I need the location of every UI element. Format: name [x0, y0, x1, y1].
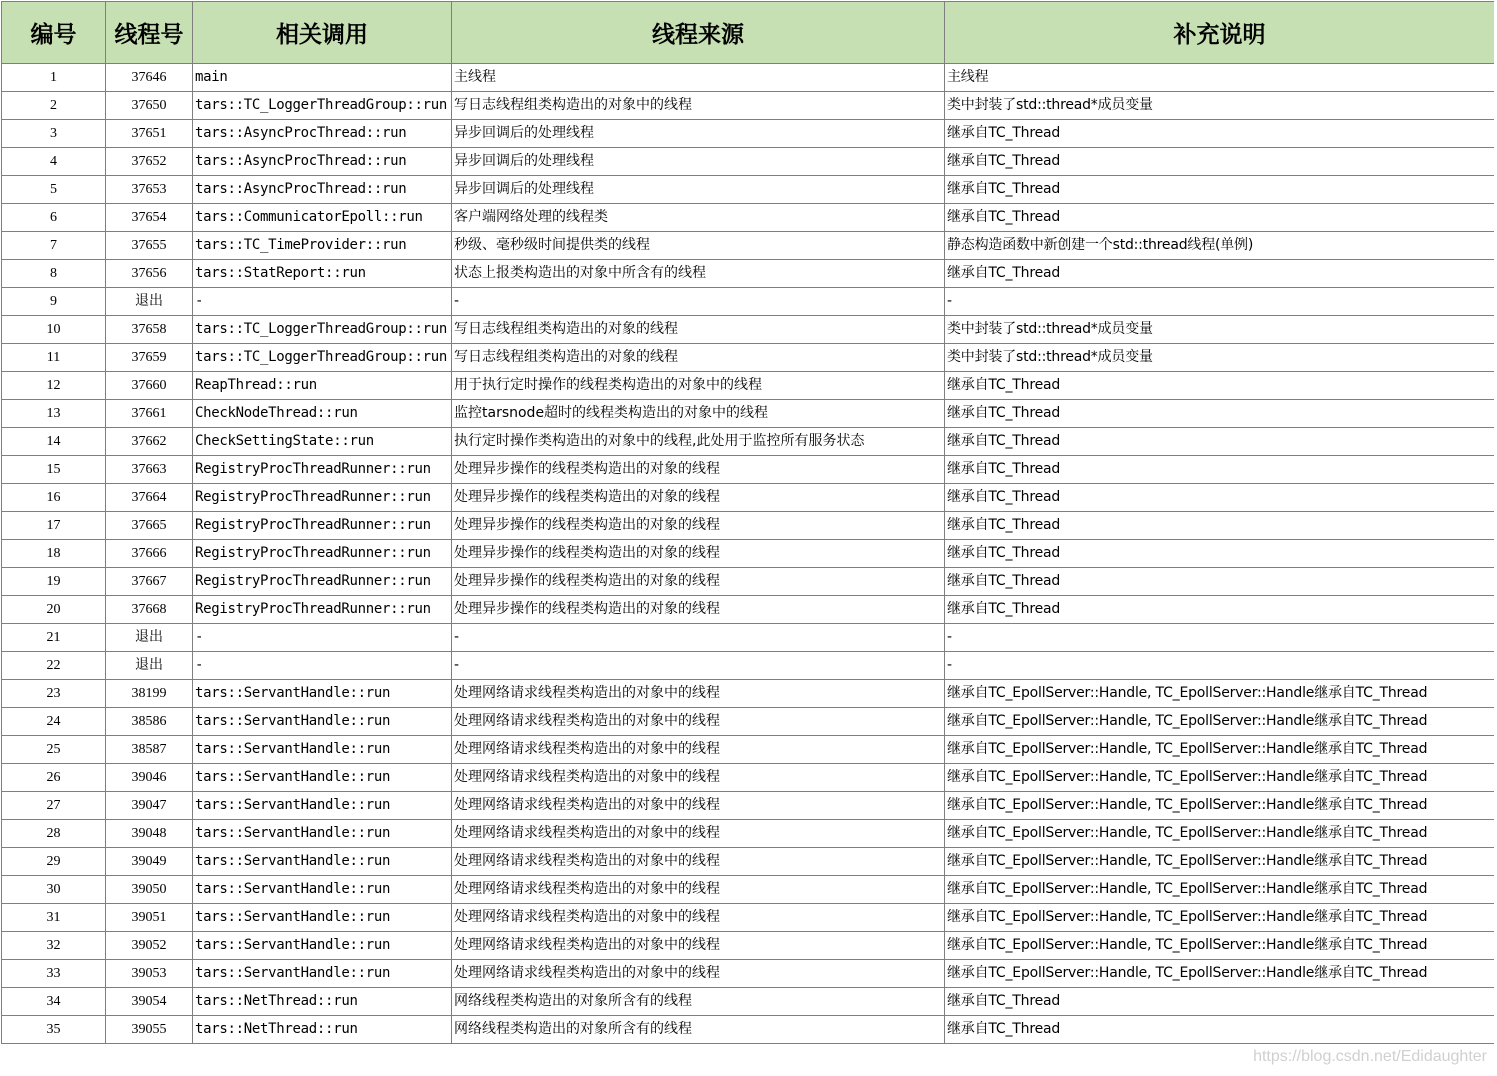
cell-thread-id[interactable]: 37658	[106, 316, 193, 344]
table-row	[2, 792, 1495, 820]
cell-source[interactable]: 处理网络请求线程类构造出的对象中的线程	[452, 820, 945, 848]
cell-note[interactable]: 继承自TC_EpollServer::Handle, TC_EpollServer::Handle继承自TC_Thread	[945, 876, 1495, 904]
cell-note[interactable]: 类中封装了std::thread*成员变量	[945, 316, 1495, 344]
cell-call[interactable]: tars::ServantHandle::run	[193, 736, 452, 764]
cell-number[interactable]: 9	[2, 288, 106, 316]
cell-thread-id[interactable]: 退出	[106, 288, 193, 316]
cell-call[interactable]: tars::AsyncProcThread::run	[193, 176, 452, 204]
cell-note[interactable]: 继承自TC_EpollServer::Handle, TC_EpollServer::Handle继承自TC_Thread	[945, 932, 1495, 960]
cell-call[interactable]: tars::ServantHandle::run	[193, 708, 452, 736]
cell-number[interactable]: 8	[2, 260, 106, 288]
cell-number[interactable]: 33	[2, 960, 106, 988]
cell-source[interactable]: 处理网络请求线程类构造出的对象中的线程	[452, 932, 945, 960]
cell-note[interactable]: 继承自TC_Thread	[945, 148, 1495, 176]
cell-number[interactable]: 26	[2, 764, 106, 792]
cell-number[interactable]: 19	[2, 568, 106, 596]
cell-number[interactable]: 29	[2, 848, 106, 876]
cell-call[interactable]: tars::AsyncProcThread::run	[193, 148, 452, 176]
cell-call[interactable]: tars::TC_LoggerThreadGroup::run	[193, 92, 452, 120]
cell-number[interactable]: 28	[2, 820, 106, 848]
table-row	[2, 120, 1495, 148]
cell-source[interactable]: 处理网络请求线程类构造出的对象中的线程	[452, 736, 945, 764]
cell-number[interactable]: 10	[2, 316, 106, 344]
cell-note[interactable]: 主线程	[945, 64, 1495, 92]
cell-number[interactable]: 5	[2, 176, 106, 204]
cell-call[interactable]: tars::ServantHandle::run	[193, 680, 452, 708]
cell-source[interactable]: 秒级、毫秒级时间提供类的线程	[452, 232, 945, 260]
table-row	[2, 92, 1495, 120]
cell-source[interactable]: 异步回调后的处理线程	[452, 176, 945, 204]
table-row	[2, 176, 1495, 204]
header-row	[2, 2, 1495, 64]
cell-number[interactable]: 30	[2, 876, 106, 904]
cell-call[interactable]: CheckNodeThread::run	[193, 400, 452, 428]
cell-note[interactable]: 静态构造函数中新创建一个std::thread线程(单例)	[945, 232, 1495, 260]
cell-number[interactable]: 6	[2, 204, 106, 232]
cell-call[interactable]: RegistryProcThreadRunner::run	[193, 596, 452, 624]
cell-source[interactable]: 处理异步操作的线程类构造出的对象的线程	[452, 484, 945, 512]
cell-number[interactable]: 35	[2, 1016, 106, 1044]
cell-source[interactable]: 网络线程类构造出的对象所含有的线程	[452, 988, 945, 1016]
table-row	[2, 1016, 1495, 1044]
cell-call[interactable]: RegistryProcThreadRunner::run	[193, 456, 452, 484]
cell-thread-id[interactable]: 39046	[106, 764, 193, 792]
cell-note[interactable]: -	[945, 624, 1495, 652]
table-row	[2, 932, 1495, 960]
cell-thread-id[interactable]: 37662	[106, 428, 193, 456]
cell-number[interactable]: 25	[2, 736, 106, 764]
cell-call[interactable]: -	[193, 288, 452, 316]
table-row	[2, 876, 1495, 904]
cell-source[interactable]: 写日志线程组类构造出的对象的线程	[452, 344, 945, 372]
cell-thread-id[interactable]: 39053	[106, 960, 193, 988]
cell-note[interactable]: 继承自TC_Thread	[945, 372, 1495, 400]
watermark: https://blog.csdn.net/Edidaughter	[1253, 1048, 1487, 1065]
cell-thread-id[interactable]: 37650	[106, 92, 193, 120]
table-row	[2, 960, 1495, 988]
cell-source[interactable]: 写日志线程组类构造出的对象中的线程	[452, 92, 945, 120]
cell-source[interactable]: -	[452, 652, 945, 680]
cell-thread-id[interactable]: 37651	[106, 120, 193, 148]
cell-call[interactable]: -	[193, 652, 452, 680]
cell-thread-id[interactable]: 退出	[106, 624, 193, 652]
cell-thread-id[interactable]: 38586	[106, 708, 193, 736]
cell-note[interactable]: 继承自TC_Thread	[945, 512, 1495, 540]
cell-thread-id[interactable]: 37655	[106, 232, 193, 260]
cell-thread-id[interactable]: 39050	[106, 876, 193, 904]
cell-thread-id[interactable]: 39049	[106, 848, 193, 876]
cell-source[interactable]: 处理网络请求线程类构造出的对象中的线程	[452, 960, 945, 988]
table-row	[2, 848, 1495, 876]
cell-note[interactable]: 继承自TC_Thread	[945, 428, 1495, 456]
cell-number[interactable]: 14	[2, 428, 106, 456]
cell-number[interactable]: 12	[2, 372, 106, 400]
cell-source[interactable]: 处理网络请求线程类构造出的对象中的线程	[452, 708, 945, 736]
cell-number[interactable]: 13	[2, 400, 106, 428]
table-row	[2, 596, 1495, 624]
cell-number[interactable]: 3	[2, 120, 106, 148]
cell-source[interactable]: 客户端网络处理的线程类	[452, 204, 945, 232]
table-row	[2, 344, 1495, 372]
table-row	[2, 736, 1495, 764]
cell-call[interactable]: tars::TC_LoggerThreadGroup::run	[193, 316, 452, 344]
table-row	[2, 64, 1495, 92]
cell-number[interactable]: 32	[2, 932, 106, 960]
cell-number[interactable]: 27	[2, 792, 106, 820]
header-cell-number[interactable]: 编号	[2, 2, 106, 64]
table-row	[2, 624, 1495, 652]
cell-source[interactable]: 处理异步操作的线程类构造出的对象的线程	[452, 456, 945, 484]
cell-number[interactable]: 4	[2, 148, 106, 176]
cell-note[interactable]: 继承自TC_Thread	[945, 204, 1495, 232]
table-row	[2, 204, 1495, 232]
cell-note[interactable]: 继承自TC_Thread	[945, 260, 1495, 288]
cell-thread-id[interactable]: 37667	[106, 568, 193, 596]
cell-source[interactable]: 处理网络请求线程类构造出的对象中的线程	[452, 904, 945, 932]
cell-note[interactable]: 继承自TC_EpollServer::Handle, TC_EpollServer::Handle继承自TC_Thread	[945, 820, 1495, 848]
cell-note[interactable]: 继承自TC_Thread	[945, 120, 1495, 148]
cell-call[interactable]: RegistryProcThreadRunner::run	[193, 540, 452, 568]
cell-thread-id[interactable]: 39052	[106, 932, 193, 960]
cell-source[interactable]: 用于执行定时操作的线程类构造出的对象中的线程	[452, 372, 945, 400]
cell-call[interactable]: tars::ServantHandle::run	[193, 960, 452, 988]
cell-note[interactable]: 继承自TC_Thread	[945, 176, 1495, 204]
cell-note[interactable]: 继承自TC_EpollServer::Handle, TC_EpollServer::Handle继承自TC_Thread	[945, 736, 1495, 764]
cell-number[interactable]: 17	[2, 512, 106, 540]
cell-source[interactable]: 处理异步操作的线程类构造出的对象的线程	[452, 540, 945, 568]
cell-number[interactable]: 18	[2, 540, 106, 568]
table-row	[2, 484, 1495, 512]
table-row	[2, 372, 1495, 400]
cell-number[interactable]: 24	[2, 708, 106, 736]
cell-source[interactable]: 异步回调后的处理线程	[452, 120, 945, 148]
cell-source[interactable]: 处理网络请求线程类构造出的对象中的线程	[452, 680, 945, 708]
cell-call[interactable]: tars::ServantHandle::run	[193, 876, 452, 904]
cell-number[interactable]: 22	[2, 652, 106, 680]
cell-note[interactable]: 继承自TC_Thread	[945, 596, 1495, 624]
cell-source[interactable]: 写日志线程组类构造出的对象的线程	[452, 316, 945, 344]
cell-call[interactable]: tars::TC_TimeProvider::run	[193, 232, 452, 260]
cell-note[interactable]: 继承自TC_EpollServer::Handle, TC_EpollServer::Handle继承自TC_Thread	[945, 680, 1495, 708]
table-row	[2, 568, 1495, 596]
cell-thread-id[interactable]: 37656	[106, 260, 193, 288]
cell-call[interactable]: tars::ServantHandle::run	[193, 932, 452, 960]
cell-note[interactable]: 继承自TC_Thread	[945, 484, 1495, 512]
cell-thread-id[interactable]: 39054	[106, 988, 193, 1016]
table-row	[2, 260, 1495, 288]
cell-number[interactable]: 7	[2, 232, 106, 260]
cell-note[interactable]: 继承自TC_Thread	[945, 540, 1495, 568]
cell-note[interactable]: -	[945, 288, 1495, 316]
table-row	[2, 428, 1495, 456]
cell-source[interactable]: 处理网络请求线程类构造出的对象中的线程	[452, 792, 945, 820]
cell-thread-id[interactable]: 37665	[106, 512, 193, 540]
cell-note[interactable]: 继承自TC_Thread	[945, 568, 1495, 596]
cell-note[interactable]: 继承自TC_EpollServer::Handle, TC_EpollServer::Handle继承自TC_Thread	[945, 708, 1495, 736]
table-row	[2, 456, 1495, 484]
thread-table	[1, 1, 1495, 1044]
cell-number[interactable]: 1	[2, 64, 106, 92]
cell-note[interactable]: 继承自TC_Thread	[945, 400, 1495, 428]
header-cell-note[interactable]: 补充说明	[945, 2, 1495, 64]
cell-note[interactable]: 继承自TC_EpollServer::Handle, TC_EpollServer::Handle继承自TC_Thread	[945, 792, 1495, 820]
cell-source[interactable]: 处理网络请求线程类构造出的对象中的线程	[452, 764, 945, 792]
table-row	[2, 652, 1495, 680]
cell-source[interactable]: 主线程	[452, 64, 945, 92]
cell-call[interactable]: -	[193, 624, 452, 652]
table-row	[2, 316, 1495, 344]
cell-thread-id[interactable]: 39048	[106, 820, 193, 848]
cell-call[interactable]: tars::ServantHandle::run	[193, 848, 452, 876]
table-row	[2, 288, 1495, 316]
header-cell-thread-id[interactable]: 线程号	[106, 2, 193, 64]
cell-thread-id[interactable]: 37664	[106, 484, 193, 512]
cell-source[interactable]: 处理网络请求线程类构造出的对象中的线程	[452, 848, 945, 876]
cell-thread-id[interactable]: 37668	[106, 596, 193, 624]
cell-thread-id[interactable]: 39055	[106, 1016, 193, 1044]
table-row	[2, 148, 1495, 176]
cell-number[interactable]: 23	[2, 680, 106, 708]
cell-call[interactable]: tars::CommunicatorEpoll::run	[193, 204, 452, 232]
cell-thread-id[interactable]: 37653	[106, 176, 193, 204]
cell-number[interactable]: 16	[2, 484, 106, 512]
cell-source[interactable]: -	[452, 624, 945, 652]
cell-call[interactable]: main	[193, 64, 452, 92]
cell-note[interactable]: 继承自TC_EpollServer::Handle, TC_EpollServer::Handle继承自TC_Thread	[945, 764, 1495, 792]
cell-thread-id[interactable]: 37661	[106, 400, 193, 428]
table-row	[2, 988, 1495, 1016]
cell-number[interactable]: 31	[2, 904, 106, 932]
table-body	[2, 64, 1495, 1044]
table-row	[2, 232, 1495, 260]
cell-thread-id[interactable]: 37666	[106, 540, 193, 568]
cell-note[interactable]: 继承自TC_EpollServer::Handle, TC_EpollServer::Handle继承自TC_Thread	[945, 848, 1495, 876]
table-row	[2, 708, 1495, 736]
cell-source[interactable]: 异步回调后的处理线程	[452, 148, 945, 176]
cell-number[interactable]: 20	[2, 596, 106, 624]
cell-call[interactable]: RegistryProcThreadRunner::run	[193, 512, 452, 540]
cell-thread-id[interactable]: 退出	[106, 652, 193, 680]
cell-call[interactable]: tars::StatReport::run	[193, 260, 452, 288]
cell-call[interactable]: tars::ServantHandle::run	[193, 904, 452, 932]
cell-call[interactable]: RegistryProcThreadRunner::run	[193, 568, 452, 596]
cell-source[interactable]: 处理网络请求线程类构造出的对象中的线程	[452, 876, 945, 904]
cell-thread-id[interactable]: 37646	[106, 64, 193, 92]
cell-source[interactable]: 处理异步操作的线程类构造出的对象的线程	[452, 568, 945, 596]
table-row	[2, 512, 1495, 540]
cell-source[interactable]: 处理异步操作的线程类构造出的对象的线程	[452, 512, 945, 540]
cell-thread-id[interactable]: 37659	[106, 344, 193, 372]
cell-thread-id[interactable]: 38199	[106, 680, 193, 708]
cell-number[interactable]: 21	[2, 624, 106, 652]
cell-note[interactable]: 继承自TC_Thread	[945, 1016, 1495, 1044]
cell-call[interactable]: tars::ServantHandle::run	[193, 792, 452, 820]
cell-thread-id[interactable]: 37663	[106, 456, 193, 484]
cell-source[interactable]: 网络线程类构造出的对象所含有的线程	[452, 1016, 945, 1044]
cell-note[interactable]: 继承自TC_EpollServer::Handle, TC_EpollServer::Handle继承自TC_Thread	[945, 960, 1495, 988]
cell-thread-id[interactable]: 39047	[106, 792, 193, 820]
cell-call[interactable]: tars::NetThread::run	[193, 1016, 452, 1044]
cell-call[interactable]: tars::AsyncProcThread::run	[193, 120, 452, 148]
cell-source[interactable]: 状态上报类构造出的对象中所含有的线程	[452, 260, 945, 288]
cell-note[interactable]: -	[945, 652, 1495, 680]
cell-number[interactable]: 34	[2, 988, 106, 1016]
table-row	[2, 904, 1495, 932]
cell-number[interactable]: 11	[2, 344, 106, 372]
cell-call[interactable]: tars::ServantHandle::run	[193, 764, 452, 792]
header-cell-call[interactable]: 相关调用	[193, 2, 452, 64]
cell-note[interactable]: 类中封装了std::thread*成员变量	[945, 92, 1495, 120]
cell-note[interactable]: 继承自TC_EpollServer::Handle, TC_EpollServer::Handle继承自TC_Thread	[945, 904, 1495, 932]
cell-number[interactable]: 15	[2, 456, 106, 484]
cell-call[interactable]: tars::NetThread::run	[193, 988, 452, 1016]
table-row	[2, 540, 1495, 568]
cell-thread-id[interactable]: 37660	[106, 372, 193, 400]
cell-source[interactable]: 监控tarsnode超时的线程类构造出的对象中的线程	[452, 400, 945, 428]
cell-thread-id[interactable]: 39051	[106, 904, 193, 932]
cell-thread-id[interactable]: 37654	[106, 204, 193, 232]
table-row	[2, 680, 1495, 708]
cell-source[interactable]: -	[452, 288, 945, 316]
cell-source[interactable]: 处理异步操作的线程类构造出的对象的线程	[452, 596, 945, 624]
header-cell-source[interactable]: 线程来源	[452, 2, 945, 64]
cell-thread-id[interactable]: 38587	[106, 736, 193, 764]
cell-call[interactable]: CheckSettingState::run	[193, 428, 452, 456]
table-row	[2, 820, 1495, 848]
cell-call[interactable]: RegistryProcThreadRunner::run	[193, 484, 452, 512]
cell-call[interactable]: ReapThread::run	[193, 372, 452, 400]
cell-note[interactable]: 继承自TC_Thread	[945, 988, 1495, 1016]
cell-call[interactable]: tars::ServantHandle::run	[193, 820, 452, 848]
table-row	[2, 400, 1495, 428]
cell-call[interactable]: tars::TC_LoggerThreadGroup::run	[193, 344, 452, 372]
cell-source[interactable]: 执行定时操作类构造出的对象中的线程,此处用于监控所有服务状态	[452, 428, 945, 456]
cell-note[interactable]: 类中封装了std::thread*成员变量	[945, 344, 1495, 372]
table-row	[2, 764, 1495, 792]
cell-note[interactable]: 继承自TC_Thread	[945, 456, 1495, 484]
cell-thread-id[interactable]: 37652	[106, 148, 193, 176]
cell-number[interactable]: 2	[2, 92, 106, 120]
